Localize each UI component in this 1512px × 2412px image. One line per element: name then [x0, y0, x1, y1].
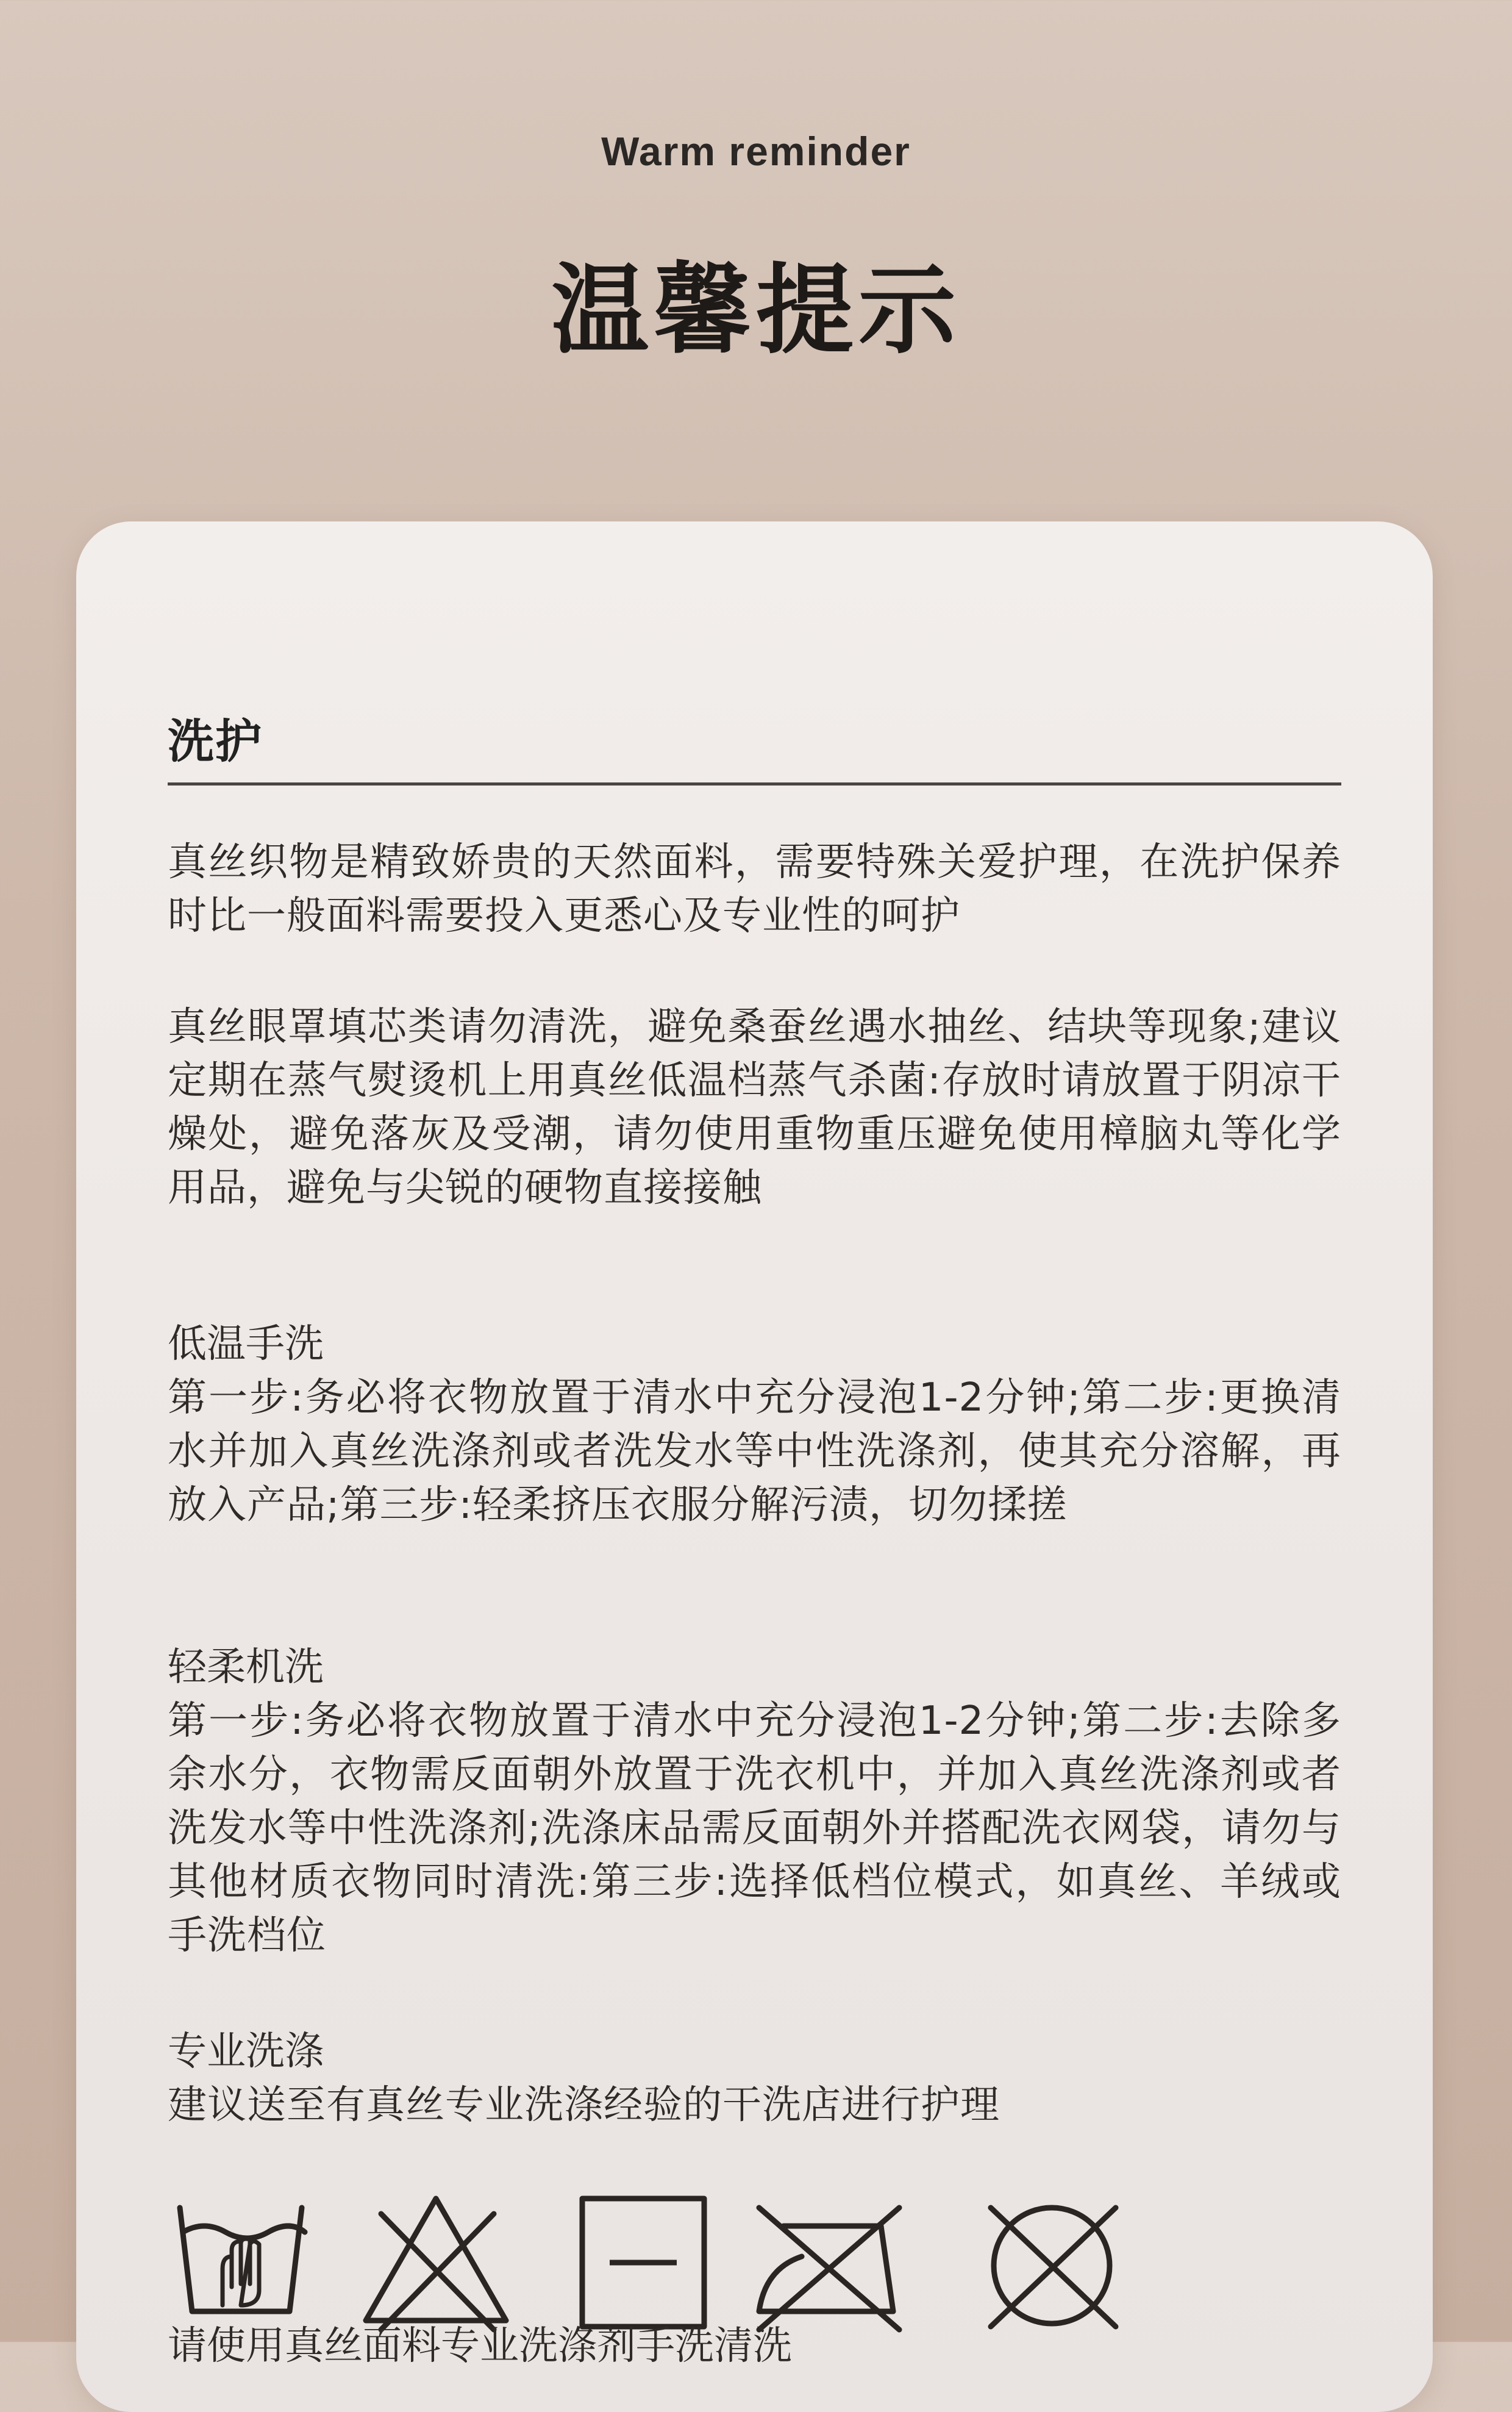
- section-divider: [168, 782, 1341, 786]
- footer-note: 请使用真丝面料专业洗涤剂手洗清洗: [168, 2324, 792, 2369]
- no-dry-clean-icon: [972, 2183, 1131, 2342]
- page-title: 温馨提示: [551, 253, 961, 367]
- method-text-machine-wash: 第一步:务必将衣物放置于清水中充分浸泡1-2分钟;第二步:去除多余水分，衣物需反面朝外放置于洗衣机中，并加入真丝洗涤剂或者洗发水等中性洗涤剂;洗涤床品需反面朝外并搭配洗衣网袋，请勿与其他材质衣物同时清洗:第三步:选择低档位模式，如真丝、羊绒或手洗档位: [168, 1698, 1341, 1958]
- method-title-machine-wash: 轻柔机洗: [168, 1645, 324, 1690]
- section-title: 洗护: [168, 714, 263, 768]
- notice-paragraph: 真丝眼罩填芯类请勿清洗，避免桑蚕丝遇水抽丝、结块等现象;建议定期在蒸气熨烫机上用真丝低温档蒸气杀菌:存放时请放置于阴凉干燥处，避免落灰及受潮，请勿使用重物重压避免使用樟脑丸等化学用品，避免与尖锐的硬物直接接触: [168, 1004, 1341, 1211]
- method-text-hand-wash: 第一步:务必将衣物放置于清水中充分浸泡1-2分钟;第二步:更换清水并加入真丝洗涤剂或者洗发水等中性洗涤剂，使其充分溶解，再放入产品;第三步:轻柔挤压衣服分解污渍，切勿揉搓: [168, 1375, 1341, 1528]
- method-title-hand-wash: 低温手洗: [168, 1322, 324, 1367]
- intro-paragraph: 真丝织物是精致娇贵的天然面料，需要特殊关爱护理，在洗护保养时比一般面料需要投入更悉心及专业性的呵护: [168, 840, 1341, 939]
- header-subtitle: Warm reminder: [601, 129, 911, 174]
- method-text-professional: 建议送至有真丝专业洗涤经验的干洗店进行护理: [168, 2083, 1000, 2128]
- method-title-professional: 专业洗涤: [168, 2029, 324, 2074]
